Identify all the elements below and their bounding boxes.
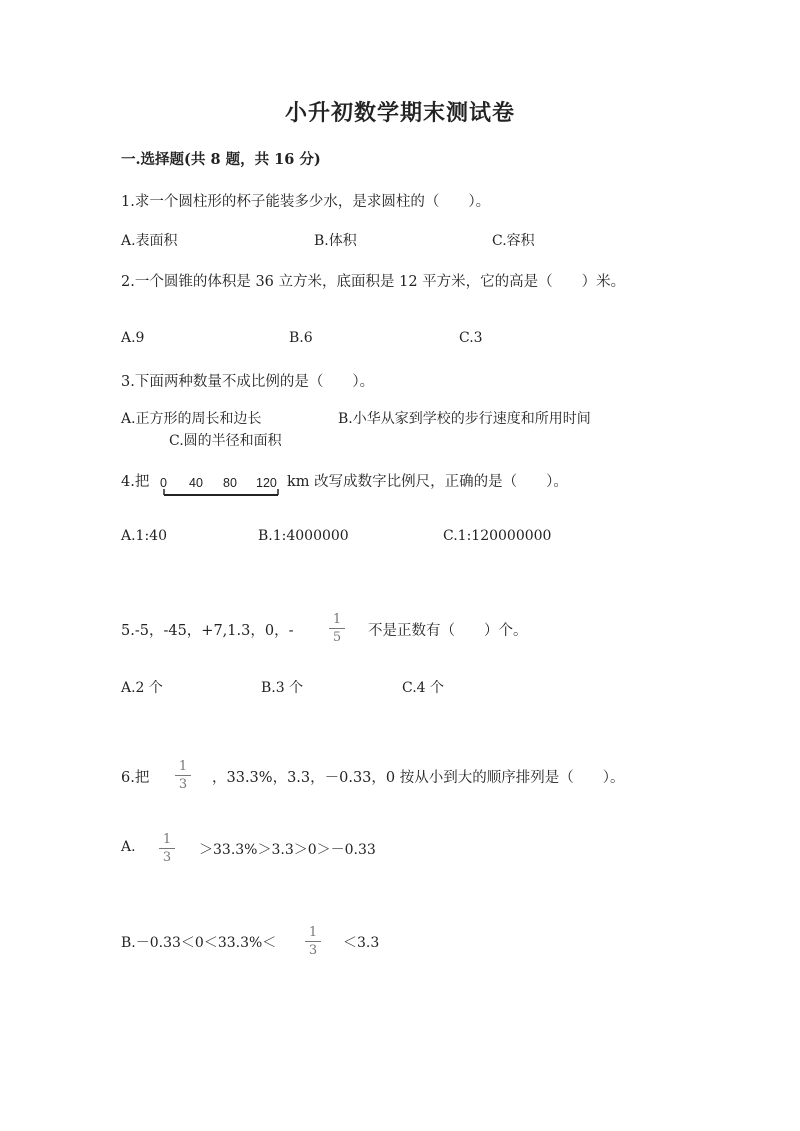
question-1-option-b: B.体积 <box>314 233 357 249</box>
scale-label-40: 40 <box>189 476 203 490</box>
question-2-option-c: C.3 <box>459 330 483 346</box>
fraction-numerator: 1 <box>332 612 342 627</box>
section-heading: 一.选择题(共 8 题，共 16 分) <box>121 151 321 168</box>
question-5-option-b: B.3 个 <box>261 680 304 696</box>
fraction-bar <box>175 775 191 776</box>
question-6-option-b-label: B.－0.33＜0＜33.3%＜ <box>121 935 277 951</box>
question-3-option-c: C.圆的半径和面积 <box>169 433 282 449</box>
fraction-bar <box>305 941 321 942</box>
fraction-bar <box>159 848 175 849</box>
question-4-option-c: C.1:120000000 <box>443 528 552 544</box>
scale-line <box>160 476 282 502</box>
question-6-option-b-rest: ＜3.3 <box>343 935 380 951</box>
question-5-prefix: 5.-5，-45，+7,1.3，0，- <box>121 623 294 639</box>
question-4-prefix: 4.把 <box>121 474 150 490</box>
scale-label-0: 0 <box>160 476 167 490</box>
fraction-numerator: 1 <box>308 925 318 940</box>
question-4-suffix: km 改写成数字比例尺，正确的是（ ）。 <box>287 474 568 490</box>
question-4-option-a: A.1:40 <box>121 528 167 544</box>
question-6-option-b-fraction <box>305 925 321 958</box>
question-6-option-a-fraction <box>159 832 175 865</box>
question-1-option-a: A.表面积 <box>121 233 178 249</box>
question-6-option-a-rest: ＞33.3%＞3.3＞0＞－0.33 <box>199 842 376 858</box>
question-3-text: 3.下面两种数量不成比例的是（ ）。 <box>121 374 375 390</box>
fraction-denominator: 3 <box>162 850 172 865</box>
scale-label-80: 80 <box>223 476 237 490</box>
question-2-text: 2.一个圆锥的体积是 36 立方米，底面积是 12 平方米，它的高是（ ）米。 <box>121 274 626 290</box>
question-1-option-c: C.容积 <box>492 233 535 249</box>
scale-label-120: 120 <box>256 476 277 490</box>
fraction-denominator: 3 <box>308 943 318 958</box>
question-5-suffix: 不是正数有（ ）个。 <box>368 623 528 639</box>
question-5-fraction <box>329 612 345 645</box>
question-6-prefix: 6.把 <box>121 770 150 786</box>
question-1-text: 1.求一个圆柱形的杯子能装多少水，是求圆柱的（ ）。 <box>121 194 491 210</box>
question-3-option-a: A.正方形的周长和边长 <box>121 411 262 427</box>
question-2-option-b: B.6 <box>289 330 313 346</box>
question-5-option-a: A.2 个 <box>121 680 163 696</box>
fraction-numerator: 1 <box>162 832 172 847</box>
question-6-option-a-label: A. <box>121 839 136 855</box>
question-5-option-c: C.4 个 <box>402 680 445 696</box>
question-4-option-b: B.1:4000000 <box>258 528 349 544</box>
fraction-denominator: 3 <box>178 777 188 792</box>
fraction-numerator: 1 <box>178 759 188 774</box>
question-6-suffix: ，33.3%，3.3，－0.33，0 按从小到大的顺序排列是（ ）。 <box>212 770 625 786</box>
line-scale-bar <box>160 476 282 502</box>
fraction-bar <box>329 628 345 629</box>
question-6-fraction <box>175 759 191 792</box>
question-3-option-b: B.小华从家到学校的步行速度和所用时间 <box>338 411 591 427</box>
question-2-option-a: A.9 <box>121 330 145 346</box>
page-title: 小升初数学期末测试卷 <box>284 100 515 126</box>
fraction-denominator: 5 <box>332 630 342 645</box>
